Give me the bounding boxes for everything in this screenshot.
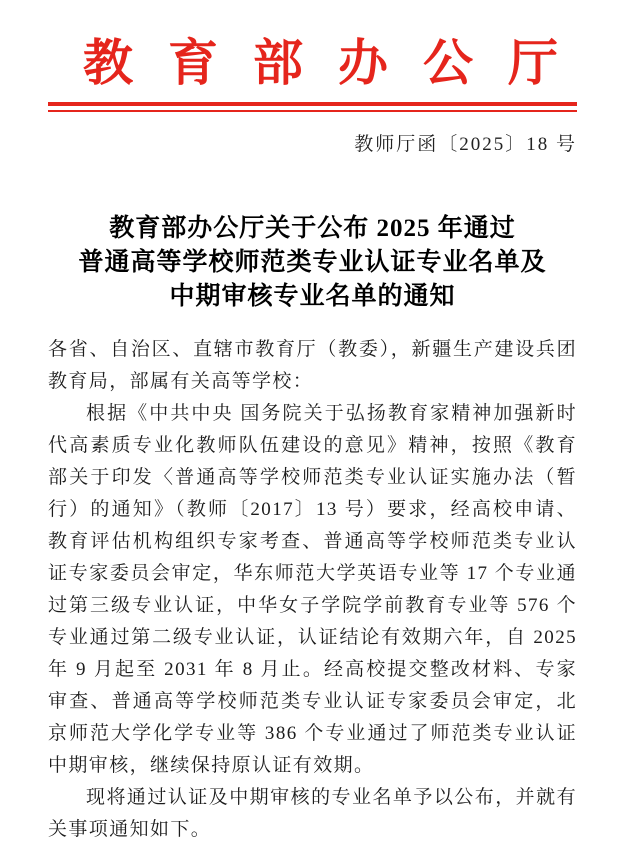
- title-line-2: 普通高等学校师范类专业认证专业名单及: [78, 249, 547, 276]
- divider-thick-bar: [48, 102, 577, 106]
- document-number: 教师厅函〔2025〕18 号: [354, 134, 577, 155]
- title-line-1: 教育部办公厅关于公布 2025 年通过: [109, 215, 516, 242]
- main-paragraph: 根据《中共中央 国务院关于弘扬教育家精神加强新时代高素质专业化教师队伍建设的意见》精神，按照《教育部关于印发〈普通高等学校师范类专业认证实施办法（暂行）的通知》（教师〔2017〕13 号）要求，经高校申请、教育评估机构组织专家考查、普通高等学校师范类专业认证专家委员会审定，华东师范大学英语专业等 17 个专业通过第三级专业认证，中华女子学院学前教育专业等 576 个专业通过第二级专业认证，认证结论有效期六年，自 2025 年 9 月起至 2031 年 8 月止。经高校提交整改材料、专家审查、普通高等学校师范类专业认证专家委员会审定，北京师范大学化学专业等 386 个专业通过了师范类专业认证中期审核，继续保持原认证有效期。: [48, 403, 577, 776]
- divider-thin-bar: [48, 110, 577, 112]
- notice-body: [48, 334, 577, 846]
- letterhead-agency-name: 教育部办公厅: [83, 35, 593, 91]
- document-header: [48, 34, 593, 156]
- title-line-3: 中期审核专业名单的通知: [169, 283, 456, 310]
- notice-title: [48, 212, 577, 314]
- salutation-paragraph: 各省、自治区、直辖市教育厅（教委），新疆生产建设兵团教育局，部属有关高等学校：: [48, 339, 577, 392]
- closing-paragraph: 现将通过认证及中期审核的专业名单予以公布，并就有关事项通知如下。: [48, 787, 577, 840]
- letterhead-divider: [48, 102, 577, 112]
